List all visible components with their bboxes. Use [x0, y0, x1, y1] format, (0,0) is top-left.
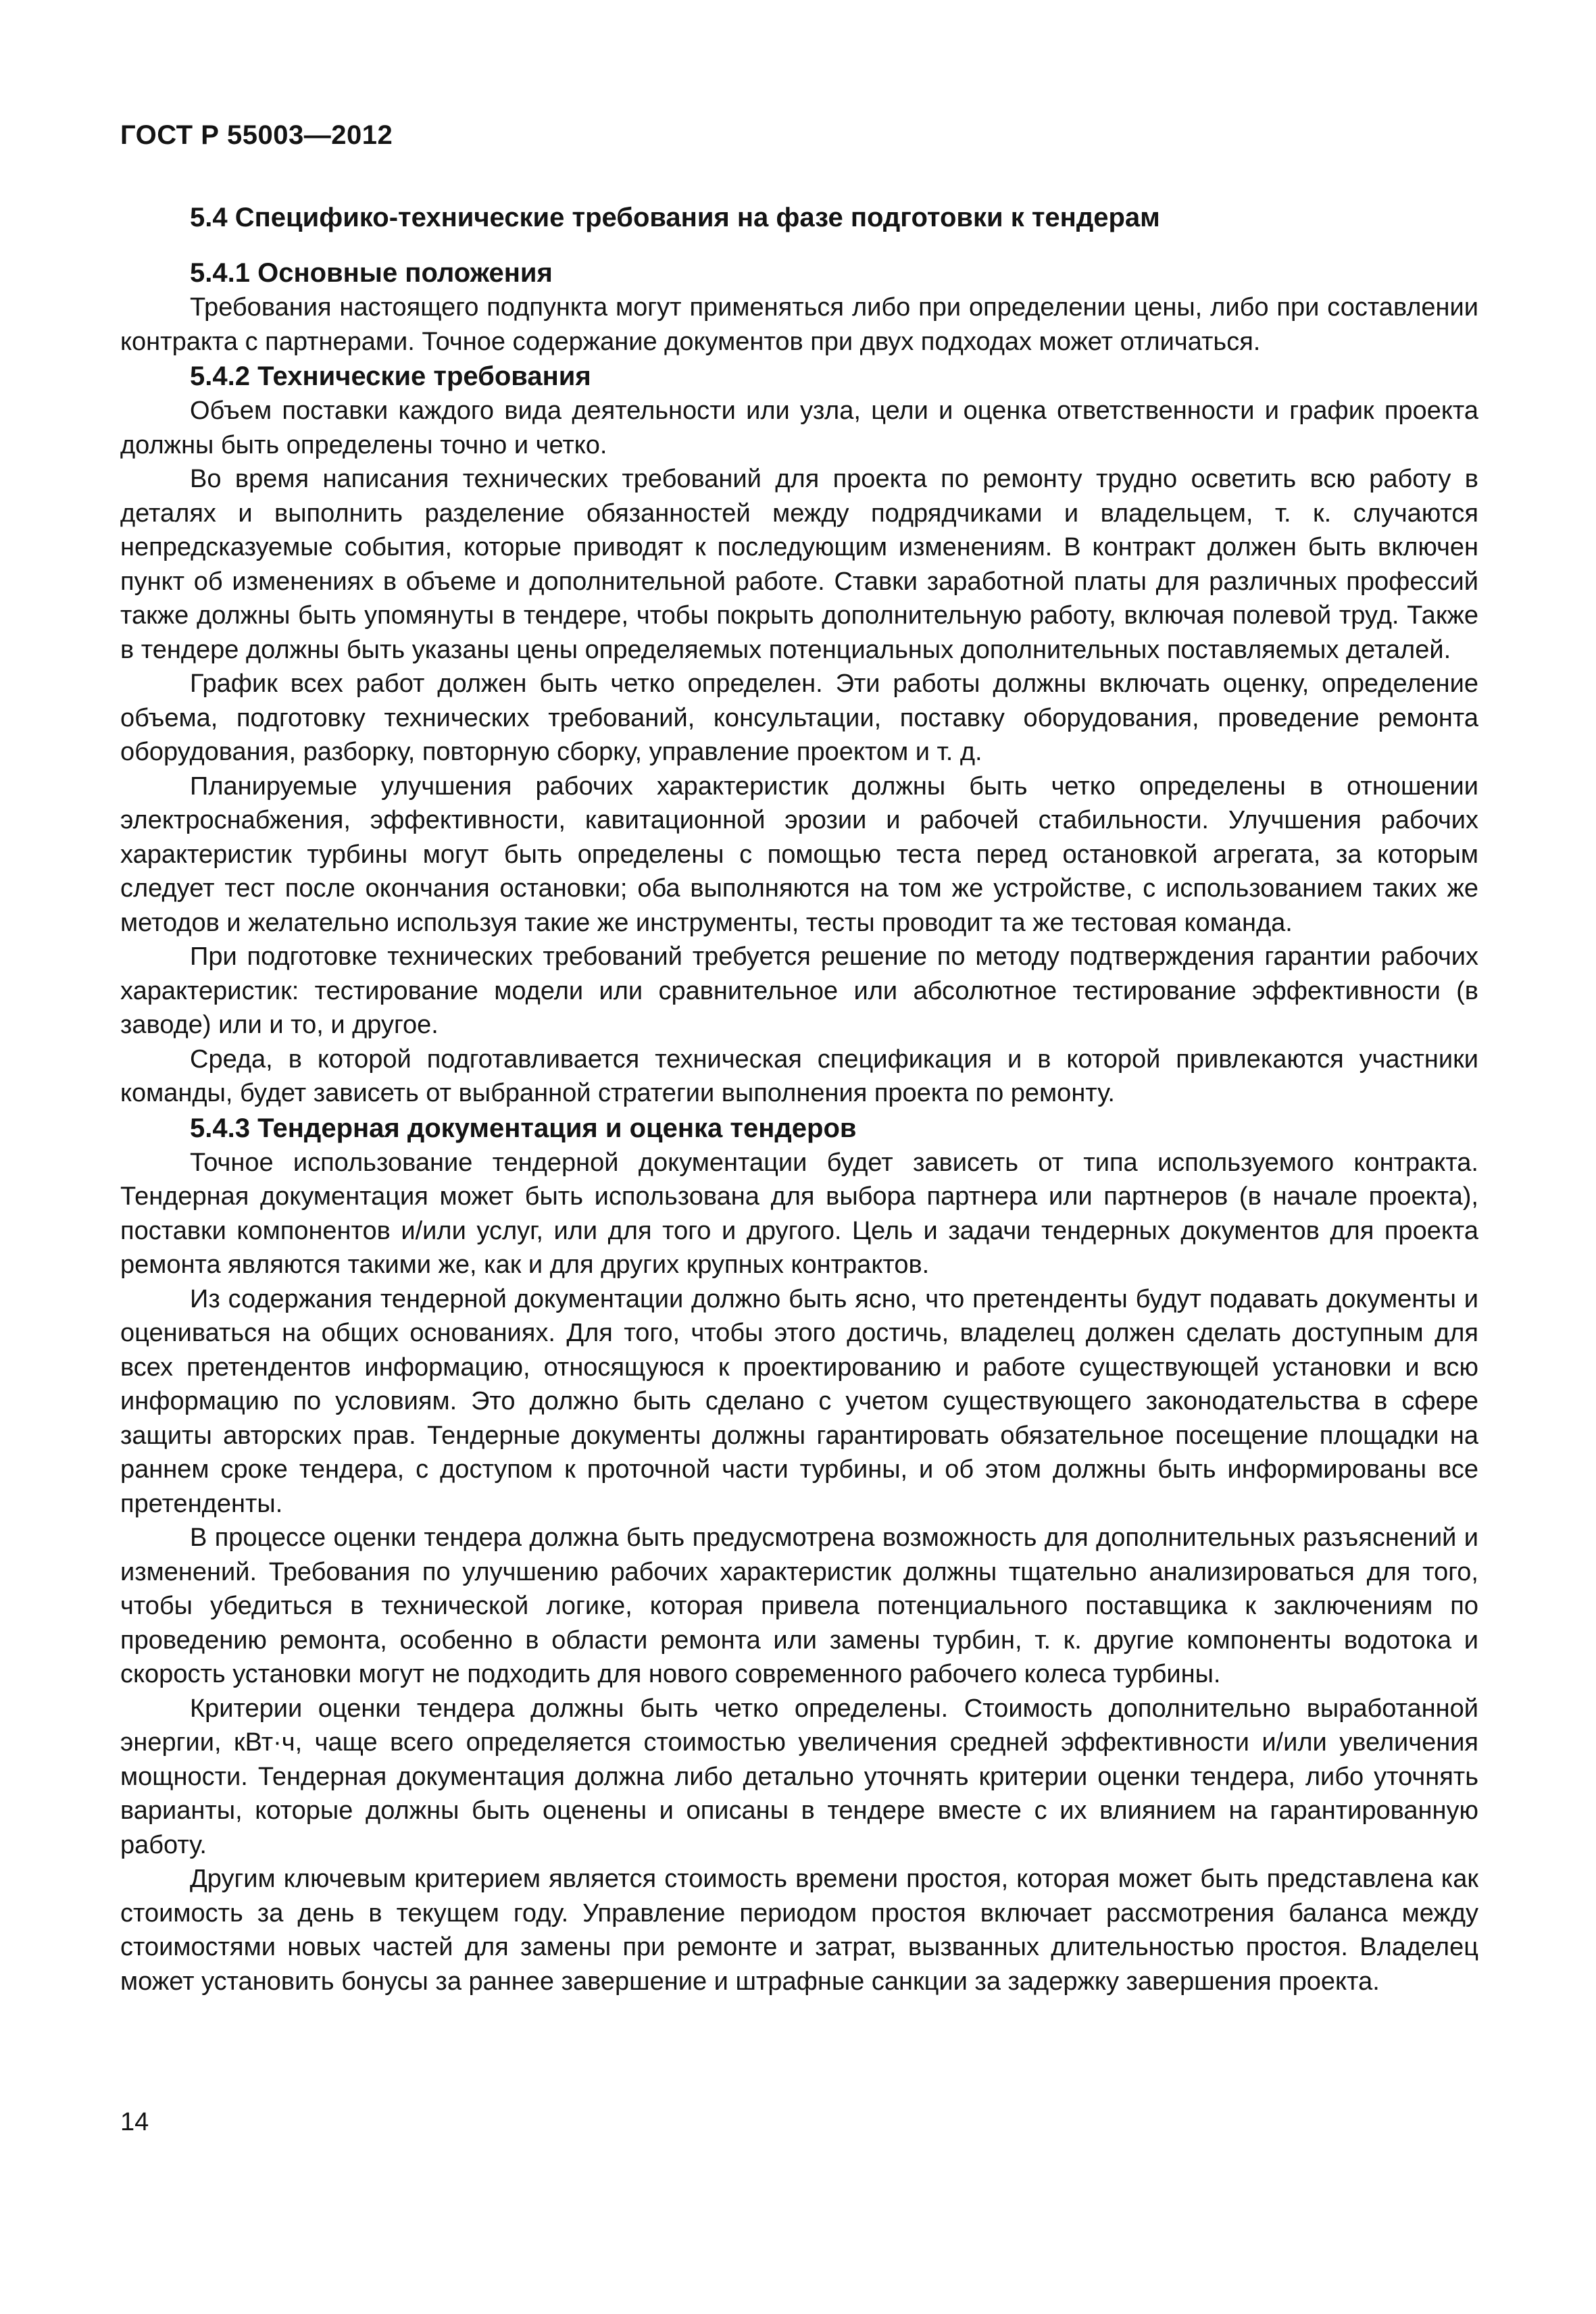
- paragraph: Другим ключевым критерием является стоимость времени простоя, которая может быть представлена как стоимость за день в текущем году. Управление периодом простоя включает рассмотрения баланса между стоимостями новых частей для замены при ремонте и затрат, вызванных длительностью простоя. Владелец может установить бонусы за раннее завершение и штрафные санкции за задержку завершения проекта.: [120, 1865, 1478, 1996]
- paragraph: При подготовке технических требований требуется решение по методу подтверждения гарантии рабочих характеристик: тестирование модели или сравнительное или абсолютное тестирование эффективности (в заводе) или и то, и другое.: [120, 942, 1478, 1039]
- paragraph: График всех работ должен быть четко определен. Эти работы должны включать оценку, определение объема, подготовку технических требований, консультации, поставку оборудования, проведение ремонта оборудования, разборку, повторную сборку, управление проектом и т. д.: [120, 670, 1478, 766]
- paragraph: Из содержания тендерной документации должно быть ясно, что претенденты будут подавать документы и оцениваться на общих основаниях. Для того, чтобы этого достичь, владелец должен сделать доступным для всех претендентов информацию, относящуюся к проектированию и работе существующей установки и всю информацию по условиям. Это должно быть сделано с учетом существующего законодательства в сфере защиты авторских прав. Тендерные документы должны гарантировать обязательное посещение площадки на раннем сроке тендера, с доступом к проточной части турбины, и об этом должны быть информированы все претенденты.: [120, 1284, 1478, 1518]
- document-header-id: ГОСТ Р 55003—2012: [120, 120, 393, 150]
- paragraph: Планируемые улучшения рабочих характеристик должны быть четко определены в отношении электроснабжения, эффективности, кавитационной эрозии и рабочей стабильности. Улучшения рабочих характеристик турбины могут быть определены с помощью теста перед остановкой агрегата, за которым следует тест после окончания остановки; оба выполняются на том же устройстве, с использованием таких же методов и желательно используя такие же инструменты, тесты проводит та же тестовая команда.: [120, 772, 1478, 937]
- paragraph: Критерии оценки тендера должны быть четко определены. Стоимость дополнительно выработанной энергии, кВт·ч, чаще всего определяется стоимостью увеличения средней эффективности и/или увеличения мощности. Тендерная документация должна либо детально уточнять критерии оценки тендера, либо уточнять варианты, которые должны быть оценены и описаны в тендере вместе с их влиянием на гарантированную работу.: [120, 1694, 1478, 1859]
- subsection-title-5-4-1: 5.4.1 Основные положения: [190, 258, 553, 288]
- paragraph: Требования настоящего подпункта могут применяться либо при определении цены, либо при составлении контракта с партнерами. Точное содержание документов при двух подходах может отличаться.: [120, 293, 1478, 356]
- paragraph: Точное использование тендерной документации будет зависеть от типа используемого контракта. Тендерная документация может быть использована для выбора партнера или партнеров (в начале проекта), поставки компонентов и/или услуг, или для того и другого. Цель и задачи тендерных документов для проекта ремонта являются такими же, как и для других крупных контрактов.: [120, 1148, 1478, 1279]
- paragraph: Объем поставки каждого вида деятельности или узла, цели и оценка ответственности и график проекта должны быть определены точно и четко.: [120, 397, 1478, 459]
- paragraph: Во время написания технических требований для проекта по ремонту трудно осветить всю работу в деталях и выполнить разделение обязанностей между подрядчиками и владельцем, т. к. случаются непредсказуемые события, которые приводят к последующим изменениям. В контракт должен быть включен пункт об изменениях в объеме и дополнительной работе. Ставки заработной платы для различных профессий также должны быть упомянуты в тендере, чтобы покрыть дополнительную работу, включая полевой труд. Также в тендере должны быть указаны цены определяемых потенциальных дополнительных поставляемых деталей.: [120, 465, 1478, 664]
- section-title: 5.4 Специфико-технические требования на фазе подготовки к тендерам: [190, 203, 1160, 232]
- document-body: [120, 200, 1478, 1998]
- paragraph: В процессе оценки тендера должна быть предусмотрена возможность для дополнительных разъяснений и изменений. Требования по улучшению рабочих характеристик должны тщательно анализироваться для того, чтобы убедиться в технической логике, которая привела потенциального поставщика к заключениям по проведению ремонта, особенно в области ремонта или замены турбин, т. к. другие компоненты водотока и скорость установки могут не подходить для нового современного рабочего колеса турбины.: [120, 1524, 1478, 1688]
- page-number: 14: [120, 2108, 149, 2136]
- subsection-title-5-4-2: 5.4.2 Технические требования: [190, 361, 591, 391]
- paragraph: Среда, в которой подготавливается техническая спецификация и в которой привлекаются участники команды, будет зависеть от выбранной стратегии выполнения проекта по ремонту.: [120, 1045, 1478, 1107]
- subsection-title-5-4-3: 5.4.3 Тендерная документация и оценка тендеров: [190, 1113, 857, 1143]
